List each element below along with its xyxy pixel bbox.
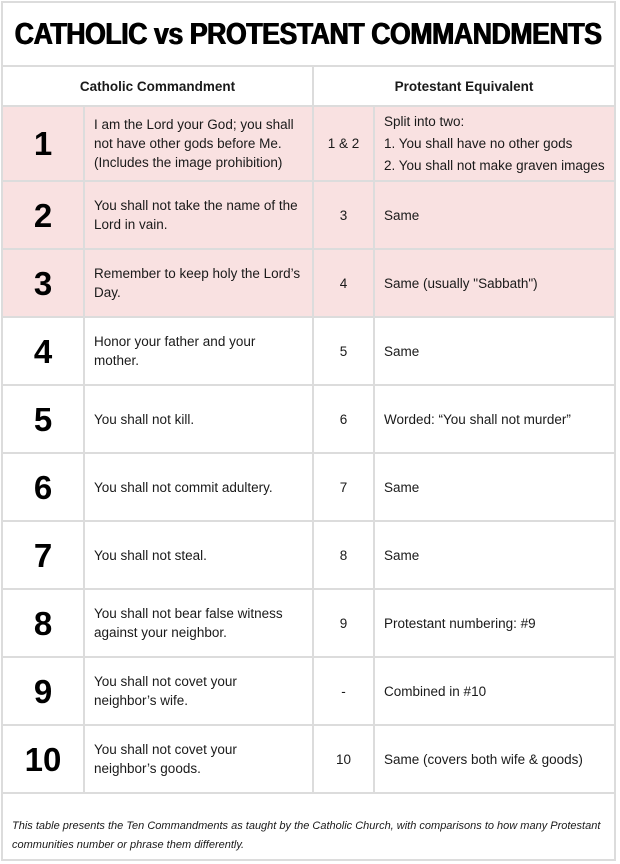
catholic-text: You shall not commit adultery.	[84, 453, 313, 521]
table-row	[3, 181, 614, 249]
protestant-line: 2. You shall not make graven images	[384, 157, 605, 173]
protestant-line: 1. You shall have no other gods	[384, 135, 573, 151]
table-header-row	[3, 67, 614, 106]
commandment-number: 8	[3, 589, 84, 657]
title-banner	[3, 3, 614, 67]
catholic-text: You shall not covet your neighbor’s wife.	[84, 657, 313, 725]
commandment-number: 10	[3, 725, 84, 793]
catholic-text: I am the Lord your God; you shall not have other gods before Me. (Includes the image prohibition)	[84, 106, 313, 181]
protestant-text: Worded: “You shall not murder”	[374, 385, 614, 453]
protestant-number: 5	[313, 317, 374, 385]
commandments-table	[3, 67, 614, 794]
table-row	[3, 521, 614, 589]
commandment-number: 9	[3, 657, 84, 725]
protestant-number: 7	[313, 453, 374, 521]
commandment-number: 6	[3, 453, 84, 521]
catholic-text: You shall not steal.	[84, 521, 313, 589]
protestant-text: Same	[374, 521, 614, 589]
catholic-text: Remember to keep holy the Lord’s Day.	[84, 249, 313, 317]
protestant-number: 3	[313, 181, 374, 249]
protestant-number: 1 & 2	[313, 106, 374, 181]
protestant-text: Same	[374, 317, 614, 385]
commandments-infographic	[1, 1, 616, 861]
protestant-text	[374, 106, 614, 181]
commandment-number: 4	[3, 317, 84, 385]
protestant-number: 8	[313, 521, 374, 589]
protestant-number: 4	[313, 249, 374, 317]
protestant-text: Same (usually "Sabbath")	[374, 249, 614, 317]
table-row	[3, 385, 614, 453]
protestant-number: 6	[313, 385, 374, 453]
protestant-text: Same	[374, 181, 614, 249]
table-row	[3, 725, 614, 793]
table-row	[3, 589, 614, 657]
commandment-number: 2	[3, 181, 84, 249]
table-row	[3, 453, 614, 521]
protestant-text: Combined in #10	[374, 657, 614, 725]
protestant-number: 10	[313, 725, 374, 793]
protestant-text: Same (covers both wife & goods)	[374, 725, 614, 793]
header-protestant: Protestant Equivalent	[313, 67, 614, 106]
catholic-text: You shall not take the name of the Lord in vain.	[84, 181, 313, 249]
table-row	[3, 317, 614, 385]
protestant-number: -	[313, 657, 374, 725]
catholic-text: You shall not kill.	[84, 385, 313, 453]
catholic-text: You shall not covet your neighbor’s goods.	[84, 725, 313, 793]
catholic-text: Honor your father and your mother.	[84, 317, 313, 385]
footnote: This table presents the Ten Commandments as taught by the Catholic Church, with comparisons to how many Protestant communities number or phrase them differently.	[12, 820, 601, 851]
table-row	[3, 106, 614, 181]
protestant-line: Split into two:	[384, 113, 465, 129]
table-row	[3, 249, 614, 317]
protestant-text: Protestant numbering: #9	[374, 589, 614, 657]
header-catholic: Catholic Commandment	[3, 67, 313, 106]
commandment-number: 7	[3, 521, 84, 589]
commandment-number: 3	[3, 249, 84, 317]
table-row	[3, 657, 614, 725]
catholic-text: You shall not bear false witness against your neighbor.	[84, 589, 313, 657]
page-title: CATHOLIC vs PROTESTANT COMMANDMENTS	[15, 16, 602, 51]
protestant-number: 9	[313, 589, 374, 657]
protestant-text: Same	[374, 453, 614, 521]
commandment-number: 5	[3, 385, 84, 453]
commandment-number: 1	[3, 106, 84, 181]
